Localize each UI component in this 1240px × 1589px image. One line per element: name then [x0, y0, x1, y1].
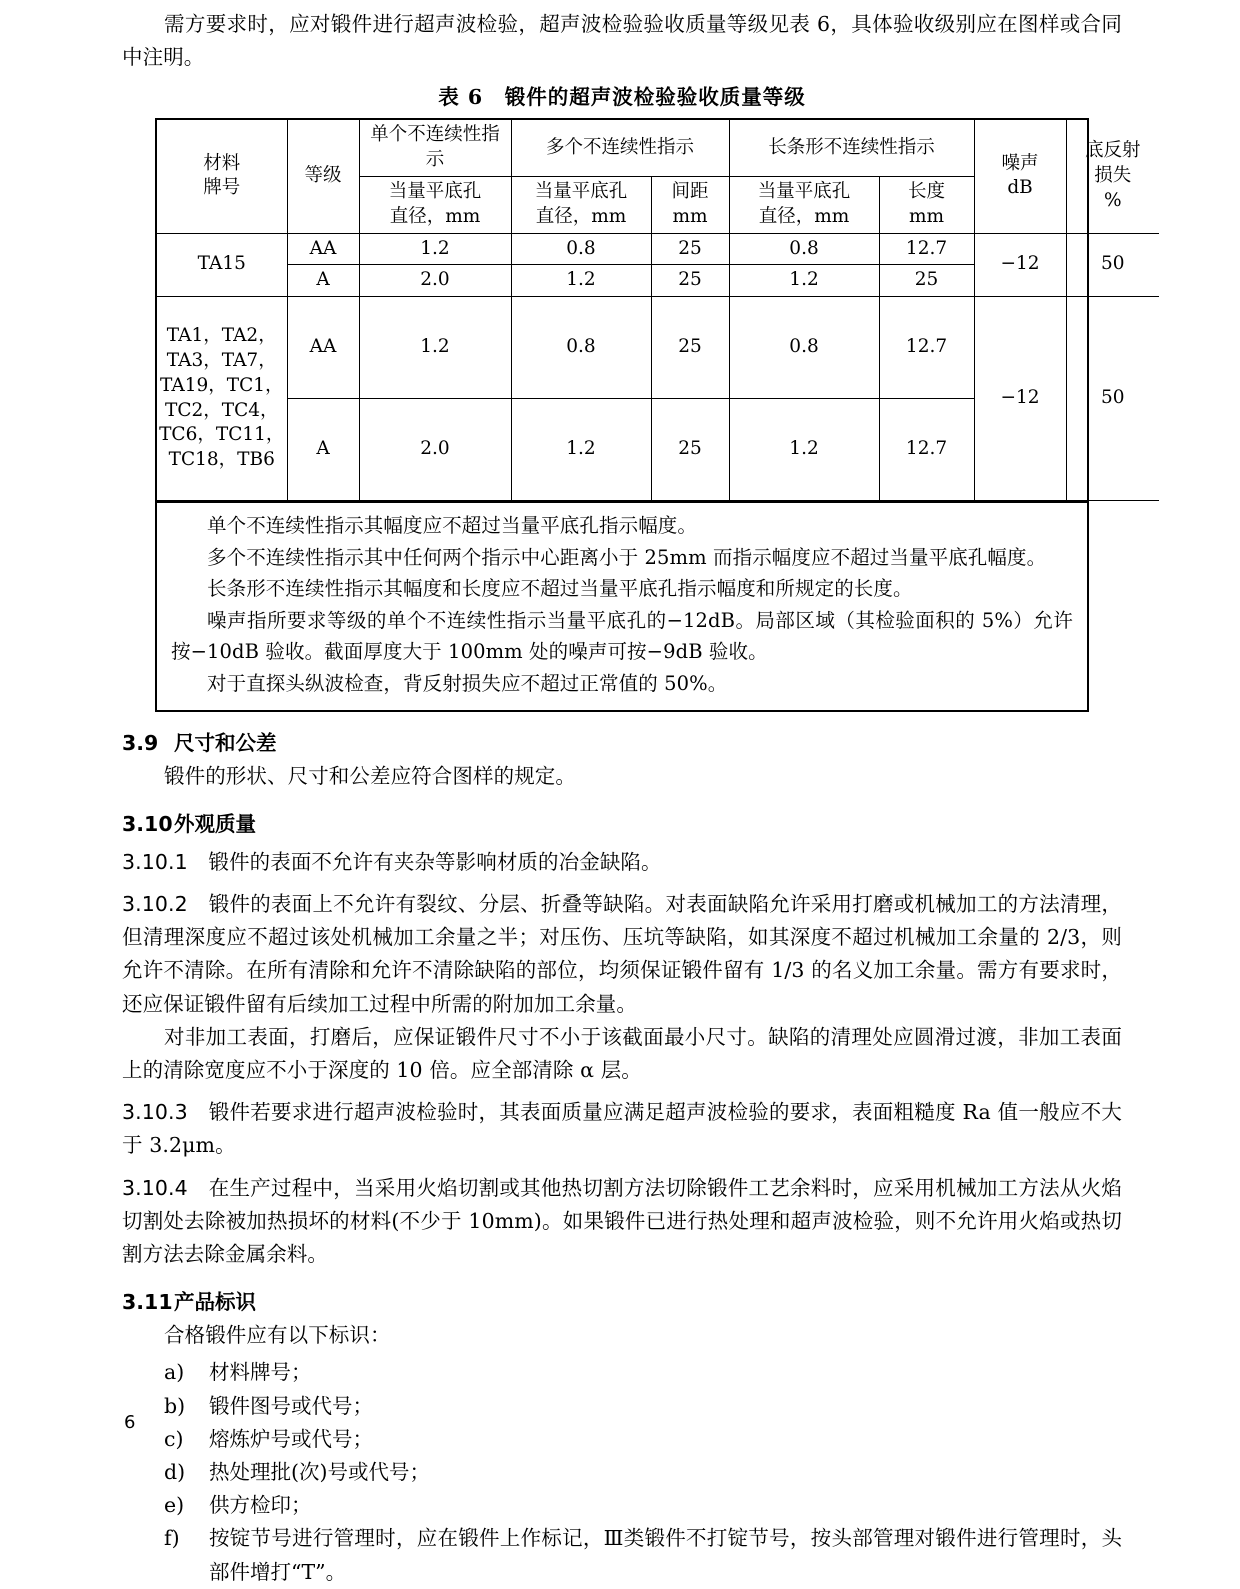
th-long-sub1-line1: 当量平底孔 — [757, 180, 851, 202]
th-multi-sub2-line1: 间距 — [671, 180, 709, 202]
clause-label: 3.10.4 — [122, 1175, 188, 1200]
th-backrefl-line1: 底反射 — [1085, 140, 1141, 162]
cell-noise: −12 — [974, 297, 1066, 501]
th-multi-sub2-line2: mm — [672, 205, 708, 227]
cell-material-line: TA19，TC1， — [160, 374, 284, 396]
cell-grade: A — [287, 399, 359, 501]
th-single-sub-line1: 当量平底孔 — [388, 180, 482, 202]
section-number: 3.10 — [122, 811, 173, 836]
page-content — [122, 8, 1141, 1589]
list-marker: b) — [164, 1393, 186, 1418]
clause-3-10-3 — [122, 1096, 1122, 1162]
product-id-list — [122, 1356, 1122, 1588]
list-item — [122, 1390, 1122, 1423]
list-item — [122, 1423, 1122, 1456]
th-material — [157, 120, 287, 233]
cell-multi-spacing: 25 — [651, 233, 729, 265]
product-id-lead: 合格锻件应有以下标识： — [164, 1323, 391, 1348]
list-item — [122, 1456, 1122, 1489]
cell-single: 1.2 — [359, 297, 511, 399]
cell-material — [157, 297, 287, 501]
clause-3-10-2 — [122, 888, 1122, 1021]
table-6-wrapper — [155, 118, 1141, 711]
cell-noise: −12 — [974, 233, 1066, 297]
th-long: 长条形不连续性指示 — [729, 120, 974, 176]
list-text: 按锭节号进行管理时，应在锻件上作标记，Ⅲ类锻件不打锭节号，按头部管理对锻件进行管理时，头部件增打“T”。 — [209, 1526, 1122, 1584]
th-single-sub-line2: 直径，mm — [389, 205, 481, 227]
cell-material-line: TC6，TC11， — [159, 424, 285, 446]
clause-label: 3.10.3 — [122, 1100, 188, 1125]
cell-long-diameter: 1.2 — [729, 265, 879, 297]
cell-long-diameter: 0.8 — [729, 297, 879, 399]
th-multi-sub-diameter — [511, 176, 651, 233]
list-text: 材料牌号； — [209, 1360, 312, 1385]
cell-multi-diameter: 1.2 — [511, 265, 651, 297]
cell-multi-spacing: 25 — [651, 297, 729, 399]
cell-long-length: 25 — [879, 265, 974, 297]
th-noise-line1: 噪声 — [1001, 152, 1039, 174]
table-note: 多个不连续性指示其中任何两个指示中心距离小于 25mm 而指示幅度应不超过当量平底孔幅度。 — [207, 545, 1047, 569]
cell-single: 2.0 — [359, 265, 511, 297]
th-multi-sub1-line1: 当量平底孔 — [534, 180, 628, 202]
clause-3-10-4 — [122, 1172, 1122, 1272]
section-title: 外观质量 — [174, 811, 256, 836]
list-text: 热处理批(次)号或代号； — [209, 1460, 430, 1485]
section-heading-3-11 — [122, 1285, 1122, 1315]
cell-grade: AA — [287, 297, 359, 399]
clause-text: 锻件的表面不允许有夹杂等影响材质的冶金缺陷。 — [208, 849, 662, 874]
th-multi: 多个不连续性指示 — [511, 120, 729, 176]
clause-3-10-1 — [122, 846, 1122, 879]
section-heading-3-9 — [122, 726, 1122, 756]
section-number: 3.9 — [122, 730, 159, 755]
table-notes — [157, 501, 1087, 709]
table-note: 长条形不连续性指示其幅度和长度应不超过当量平底孔指示幅度和所规定的长度。 — [207, 577, 913, 601]
cell-multi-spacing: 25 — [651, 265, 729, 297]
list-marker: d) — [164, 1460, 186, 1485]
th-material-line1: 材料 — [203, 152, 241, 174]
list-text: 熔炼炉号或代号； — [209, 1426, 373, 1451]
list-item — [122, 1522, 1122, 1588]
cell-long-length: 12.7 — [879, 297, 974, 399]
th-backreflection — [1066, 120, 1159, 233]
th-long-sub2-line1: 长度 — [908, 180, 946, 202]
list-marker: a) — [164, 1360, 185, 1385]
th-multi-sub-spacing — [651, 176, 729, 233]
cell-grade: AA — [287, 233, 359, 265]
section-heading-3-10 — [122, 807, 1122, 837]
list-text: 供方检印； — [209, 1493, 312, 1518]
table-note: 单个不连续性指示其幅度应不超过当量平底孔指示幅度。 — [207, 514, 698, 538]
th-long-sub1-line2: 直径，mm — [758, 205, 850, 227]
list-marker: f) — [164, 1526, 180, 1551]
th-multi-sub1-line2: 直径，mm — [535, 205, 627, 227]
table-title: 表 6 锻件的超声波检验验收质量等级 — [438, 85, 806, 110]
th-long-sub2-line2: mm — [908, 205, 945, 227]
list-item — [122, 1356, 1122, 1389]
cell-material-line: TC18，TB6 — [168, 449, 275, 471]
section-3-9-body: 锻件的形状、尺寸和公差应符合图样的规定。 — [164, 763, 576, 788]
section-title: 尺寸和公差 — [174, 730, 277, 755]
clause-text: 锻件的表面上不允许有裂纹、分层、折叠等缺陷。对表面缺陷允许采用打磨或机械加工的方法清理，但清理深度应不超过该处机械加工余量之半；对压伤、压坑等缺陷，如其深度不超过机械加工余量的 2/3，则允许不清除。在所有清除和允许不清除缺陷的部位，均须保证锻件留有 1/3 的名义加工余量。需方有要求时，还应保证锻件留有后续加工过程中所需的附加加工余量。 — [122, 891, 1122, 1016]
table-row — [157, 233, 1159, 265]
th-noise — [974, 120, 1066, 233]
th-noise-line2: dB — [1007, 177, 1033, 199]
clause-text: 锻件若要求进行超声波检验时，其表面质量应满足超声波检验的要求，表面粗糙度 Ra 值一般应不大于 3.2μm。 — [122, 1100, 1122, 1158]
list-text: 锻件图号或代号； — [209, 1393, 373, 1418]
cell-backreflection: 50 — [1066, 233, 1159, 297]
cell-material-line: TA3，TA7， — [166, 350, 277, 372]
cell-long-length: 12.7 — [879, 233, 974, 265]
clause-label: 3.10.1 — [122, 849, 188, 874]
clause-3-10-2-continued: 对非加工表面，打磨后，应保证锻件尺寸不小于该截面最小尺寸。缺陷的清理处应圆滑过渡，非加工表面上的清除宽度应不小于深度的 10 倍。应全部清除 α 层。 — [122, 1024, 1122, 1082]
page-number: 6 — [124, 1412, 136, 1433]
th-grade: 等级 — [287, 120, 359, 233]
cell-long-length: 12.7 — [879, 399, 974, 501]
th-single: 单个不连续性指示 — [359, 120, 511, 176]
table-row — [157, 297, 1159, 399]
intro-paragraph: 需方要求时，应对锻件进行超声波检验，超声波检验验收质量等级见表 6，具体验收级别应在图样或合同中注明。 — [122, 12, 1122, 70]
list-item — [122, 1489, 1122, 1522]
table-note: 噪声指所要求等级的单个不连续性指示当量平底孔的−12dB。局部区域（其检验面积的 5%）允许按−10dB 验收。截面厚度大于 100mm 处的噪声可按−9dB 验收。 — [171, 608, 1073, 664]
th-single-sub — [359, 176, 511, 233]
clause-text: 在生产过程中，当采用火焰切割或其他热切割方法切除锻件工艺余料时，应采用机械加工方法从火焰切割处去除被加热损坏的材料(不少于 10mm)。如果锻件已进行热处理和超声波检验，则不允许用火焰或热切割方法去除金属余料。 — [122, 1175, 1122, 1266]
list-marker: e) — [164, 1493, 185, 1518]
section-number: 3.11 — [122, 1290, 173, 1315]
th-backrefl-line3: % — [1103, 189, 1122, 211]
cell-material-line: TA1，TA2， — [166, 325, 277, 347]
table-row — [157, 120, 1159, 176]
th-long-sub-length — [879, 176, 974, 233]
cell-multi-diameter: 0.8 — [511, 297, 651, 399]
cell-backreflection: 50 — [1066, 297, 1159, 501]
cell-multi-spacing: 25 — [651, 399, 729, 501]
clause-label: 3.10.2 — [122, 891, 188, 916]
list-marker: c) — [164, 1426, 184, 1451]
table-6 — [157, 120, 1159, 501]
cell-long-diameter: 0.8 — [729, 233, 879, 265]
cell-single: 2.0 — [359, 399, 511, 501]
th-backrefl-line2: 损失 — [1094, 165, 1132, 187]
cell-single: 1.2 — [359, 233, 511, 265]
cell-multi-diameter: 0.8 — [511, 233, 651, 265]
table-note: 对于直探头纵波检查，背反射损失应不超过正常值的 50%。 — [207, 671, 728, 695]
cell-material: TA15 — [157, 233, 287, 297]
section-title: 产品标识 — [174, 1290, 256, 1315]
cell-grade: A — [287, 265, 359, 297]
cell-long-diameter: 1.2 — [729, 399, 879, 501]
th-long-sub-diameter — [729, 176, 879, 233]
th-material-line2: 牌号 — [203, 177, 241, 199]
cell-material-line: TC2，TC4， — [164, 399, 279, 421]
cell-multi-diameter: 1.2 — [511, 399, 651, 501]
